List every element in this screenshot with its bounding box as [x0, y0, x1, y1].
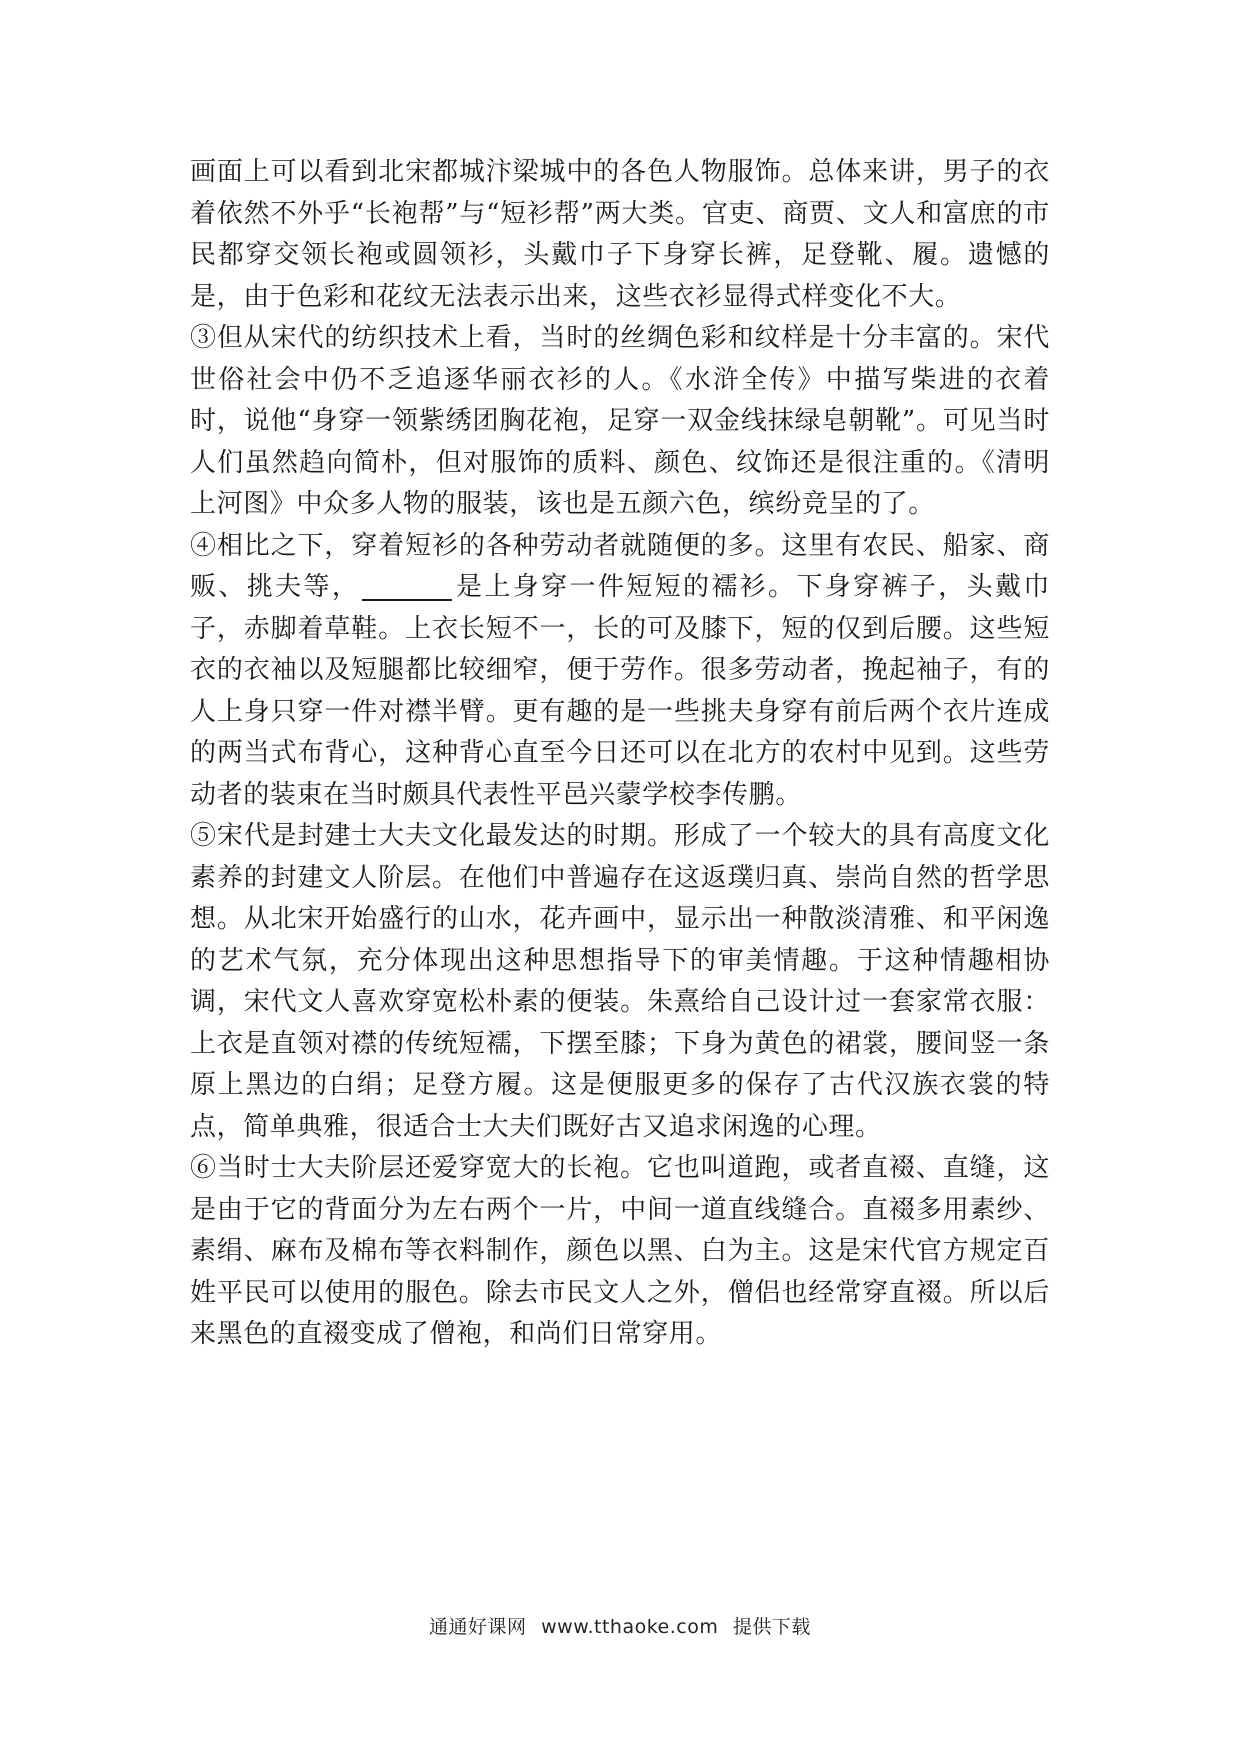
paragraph-4 — [190, 526, 1050, 817]
paragraph-2-continued: 画面上可以看到北宋都城汴梁城中的各色人物服饰。总体来讲，男子的衣着依然不外乎“长袍帮”与“短衫帮”两大类。官吏、商贾、文人和富庶的市民都穿交领长袍或圆领衫，头戴巾子下身穿长裤，足登靴、履。遗憾的是，由于色彩和花纹无法表示出来，这些衣衫显得式样变化不大。 — [190, 157, 1050, 312]
footer-site-name: 通通好课网 — [429, 1616, 527, 1638]
paragraph-4-before-blank: ④相比之下，穿着短衫的各种劳动者就随便的多。这里有农民、船家、商贩、挑夫等， — [190, 530, 1050, 602]
article-body — [190, 152, 1050, 1356]
page-footer — [0, 1612, 1240, 1639]
footer-url[interactable]: www.tthaoke.com — [541, 1616, 719, 1638]
fill-in-blank — [362, 573, 452, 601]
paragraph-6: ⑥当时士大夫阶层还爱穿宽大的长袍。它也叫道跑，或者直裰、直缝，这是由于它的背面分为左右两个一片，中间一道直线缝合。直裰多用素纱、素绢、麻布及棉布等衣料制作，颜色以黑、白为主。这是宋代官方规定百姓平民可以使用的服色。除去市民文人之外，僧侣也经常穿直裰。所以后来黑色的直裰变成了僧袍，和尚们日常穿用。 — [190, 1153, 1050, 1349]
footer-suffix: 提供下载 — [732, 1616, 811, 1638]
paragraph-4-after-blank: 是上身穿一件短短的襦衫。下身穿裤子，头戴巾子，赤脚着草鞋。上衣长短不一，长的可及膝下，短的仅到后腰。这些短衣的衣袖以及短腿都比较细窄，便于劳作。很多劳动者，挽起袖子，有的人上身只穿一件对襟半臂。更有趣的是一些挑夫身穿有前后两个衣片连成的两当式布背心，这种背心直至今日还可以在北方的农村中见到。这些劳动者的装束在当时颇具代表性平邑兴蒙学校李传鹏。 — [190, 572, 1050, 810]
paragraph-5: ⑤宋代是封建士大夫文化最发达的时期。形成了一个较大的具有高度文化素养的封建文人阶层。在他们中普遍存在这返璞归真、崇尚自然的哲学思想。从北宋开始盛行的山水，花卉画中，显示出一种散淡清雅、和平闲逸的艺术气氛，充分体现出这种思想指导下的审美情趣。于这种情趣相协调，宋代文人喜欢穿宽松朴素的便装。朱熹给自己设计过一套家常衣服：上衣是直领对襟的传统短襦，下摆至膝；下身为黄色的裙裳，腰间竖一条原上黑边的白绢；足登方履。这是便服更多的保存了古代汉族衣裳的特点，简单典雅，很适合士大夫们既好古又追求闲逸的心理。 — [190, 821, 1050, 1142]
paragraph-3: ③但从宋代的纺织技术上看，当时的丝绸色彩和纹样是十分丰富的。宋代世俗社会中仍不乏追逐华丽衣衫的人。《水浒全传》中描写柴进的衣着时，说他“身穿一领紫绣团胸花袍，足穿一双金线抹绿皂朝靴”。可见当时人们虽然趋向简朴，但对服饰的质料、颜色、纹饰还是很注重的。《清明上河图》中众多人物的服装，该也是五颜六色，缤纷竞呈的了。 — [190, 323, 1050, 519]
